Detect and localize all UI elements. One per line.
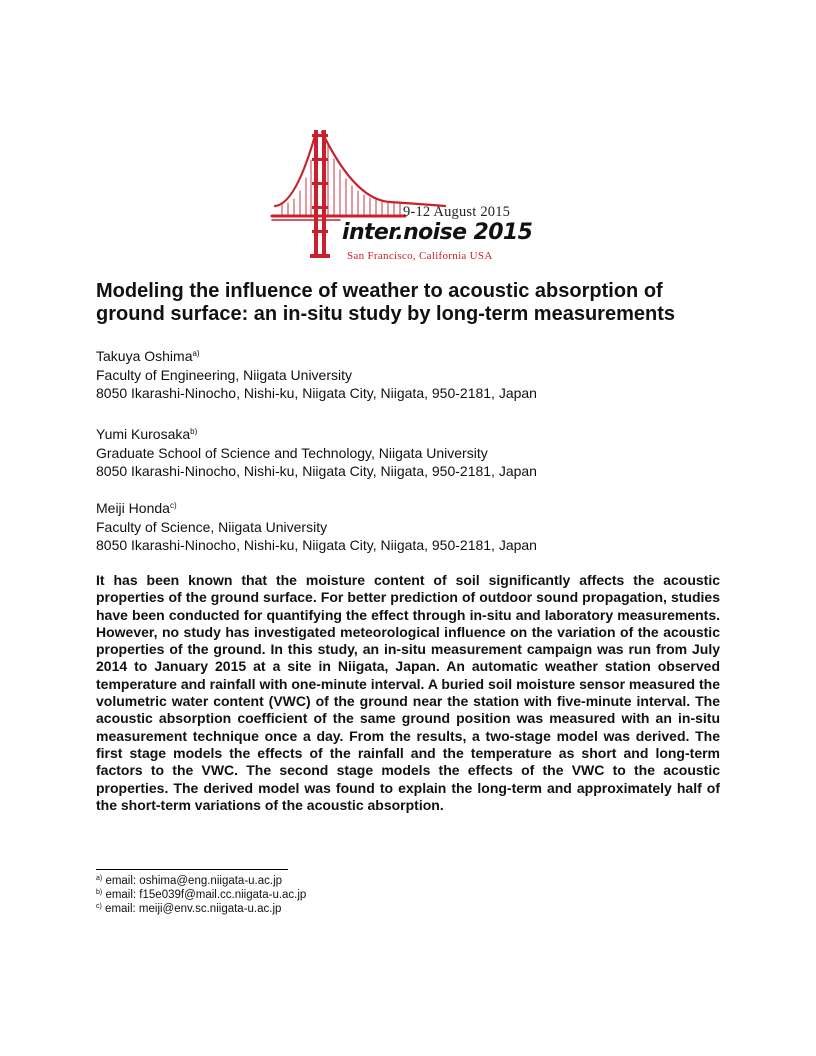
conference-location: San Francisco, California USA bbox=[347, 250, 493, 262]
author-address: 8050 Ikarashi-Ninocho, Nishi-ku, Niigata City, Niigata, 950-2181, Japan bbox=[96, 463, 537, 479]
conference-date: 9-12 August 2015 bbox=[403, 204, 511, 220]
conference-logo bbox=[270, 128, 550, 268]
footnote-email: $^{a)}$ email: oshima@eng.niigata-u.ac.jp bbox=[96, 875, 283, 887]
author-block-3 bbox=[96, 499, 736, 555]
author-block-2 bbox=[96, 425, 736, 481]
abstract: It has been known that the moisture content of soil significantly affects the acoustic properties of the ground surface. For better prediction of outdoor sound propagation, studies have been conducted for quantifying the effect through in-situ and laboratory measurements. However, no study has investigated meteorological influence on the variation of the acoustic properties of the ground. In this study, an in-situ measurement campaign was run from July 2014 to January 2015 at a site in Niigata, Japan. An automatic weather station observed temperature and rainfall with one-minute interval. A buried soil moisture sensor measured the volumetric water content (VWC) of the ground near the station with five-minute interval. The acoustic absorption coefficient of the same ground position was measured with an in-situ measurement technique once a day. From the results, a two-stage model was derived. The first stage models the effects of the rainfall and the temperature as short and long-term factors to the VWC. The second stage models the effects of the VWC to the acoustic properties. The derived model was found to explain the long-term and approximately half of the short-term variations of the acoustic absorption. bbox=[96, 572, 720, 813]
author-name: Meiji Honda$^{c)}$ bbox=[96, 500, 177, 516]
footnote-email: $^{b)}$ email: f15e039f@mail.cc.niigata-u.ac.jp bbox=[96, 889, 307, 901]
author-mark: b) bbox=[190, 427, 198, 436]
author-mark: c) bbox=[169, 501, 177, 510]
paper-title: Modeling the influence of weather to acoustic absorption of ground surface: an in-situ study by long-term measurements bbox=[96, 280, 675, 325]
conference-name: inter.noise 2015 bbox=[342, 220, 533, 245]
golden-gate-bridge-icon bbox=[270, 128, 550, 268]
footnote-email: $^{c)}$ email: meiji@env.sc.niigata-u.ac.jp bbox=[96, 903, 282, 915]
author-address: 8050 Ikarashi-Ninocho, Nishi-ku, Niigata City, Niigata, 950-2181, Japan bbox=[96, 537, 537, 553]
author-name: Yumi Kurosaka$^{b)}$ bbox=[96, 426, 198, 442]
author-address: 8050 Ikarashi-Ninocho, Nishi-ku, Niigata City, Niigata, 950-2181, Japan bbox=[96, 385, 537, 401]
footnote-divider bbox=[96, 869, 288, 870]
author-affiliation: Graduate School of Science and Technology, Niigata University bbox=[96, 444, 488, 461]
footnotes bbox=[96, 874, 496, 916]
author-affiliation: Faculty of Science, Niigata University bbox=[96, 518, 328, 535]
author-block-1 bbox=[96, 347, 736, 403]
author-affiliation: Faculty of Engineering, Niigata University bbox=[96, 366, 353, 383]
author-name: Takuya Oshima$^{a)}$ bbox=[96, 348, 200, 364]
author-mark: a) bbox=[192, 349, 200, 358]
